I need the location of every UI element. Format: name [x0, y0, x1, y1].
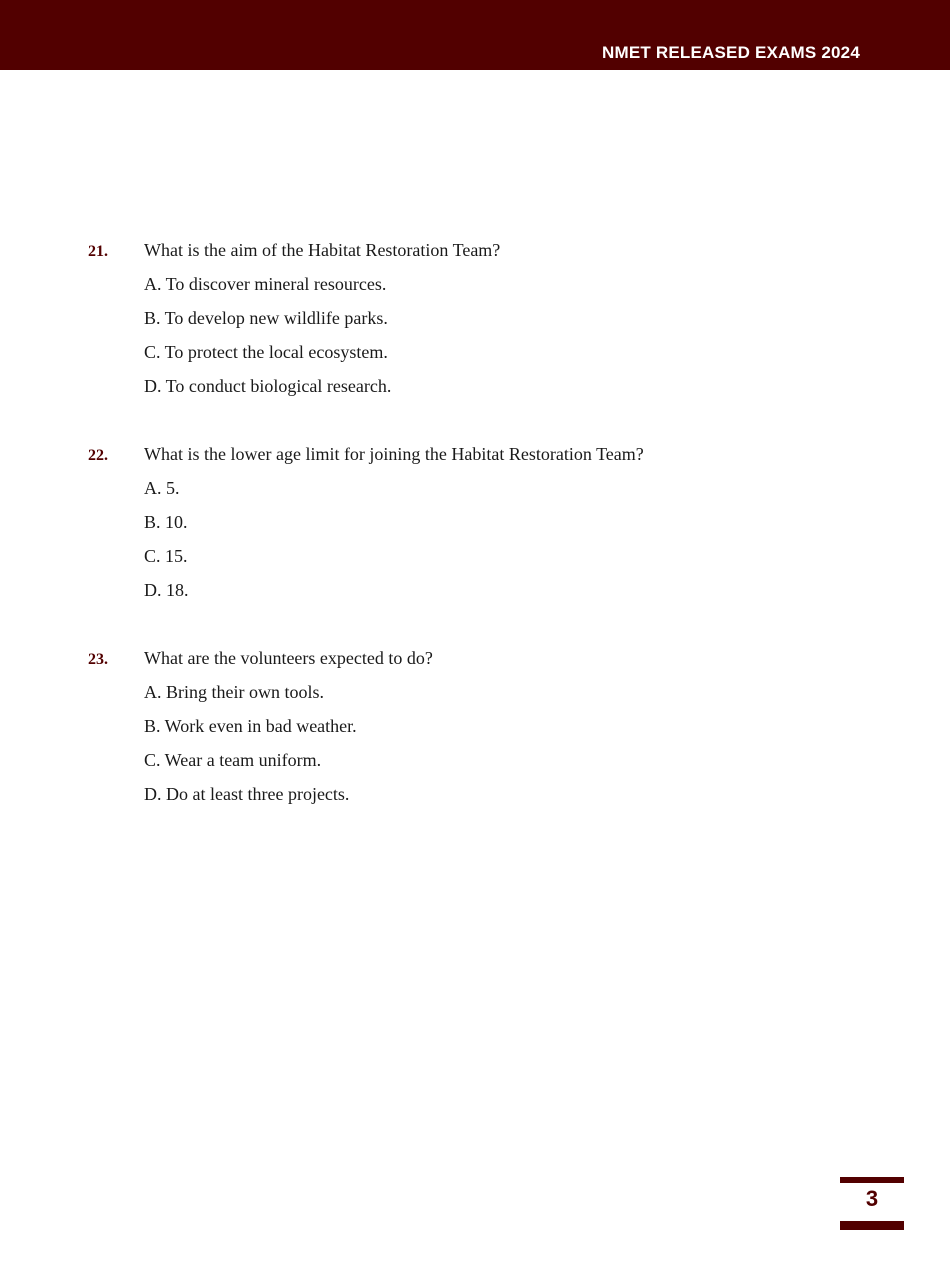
option-d: D. Do at least three projects. — [144, 784, 350, 804]
page-number-rule-top — [840, 1177, 904, 1183]
option-b: B. To develop new wildlife parks. — [144, 308, 388, 328]
option-b: B. 10. — [144, 512, 188, 532]
question-text: What is the lower age limit for joining the Habitat Restoration Team? — [144, 444, 644, 464]
header-title: NMET RELEASED EXAMS 2024 — [602, 43, 860, 62]
option-d: D. 18. — [144, 580, 189, 600]
option-b: B. Work even in bad weather. — [144, 716, 357, 736]
question-number: 21. — [88, 243, 108, 260]
question-stem — [88, 648, 868, 682]
question-stem — [88, 240, 868, 274]
page-number-rule-bottom — [840, 1221, 904, 1230]
question-number: 22. — [88, 447, 108, 464]
question-text: What are the volunteers expected to do? — [144, 648, 433, 668]
question-23 — [88, 648, 868, 818]
question-21 — [88, 240, 868, 410]
page-number: 3 — [865, 1186, 879, 1211]
header-bar — [0, 0, 950, 70]
question-list — [88, 240, 868, 852]
option-a: A. To discover mineral resources. — [144, 274, 387, 294]
question-text: What is the aim of the Habitat Restoration Team? — [144, 240, 501, 260]
option-c: C. Wear a team uniform. — [144, 750, 322, 770]
option-a: A. Bring their own tools. — [144, 682, 324, 702]
question-number: 23. — [88, 651, 108, 668]
option-c: C. 15. — [144, 546, 188, 566]
question-22 — [88, 444, 868, 614]
page-number-block — [840, 1177, 904, 1230]
option-c: C. To protect the local ecosystem. — [144, 342, 388, 362]
question-stem — [88, 444, 868, 478]
option-a: A. 5. — [144, 478, 180, 498]
option-d: D. To conduct biological research. — [144, 376, 392, 396]
